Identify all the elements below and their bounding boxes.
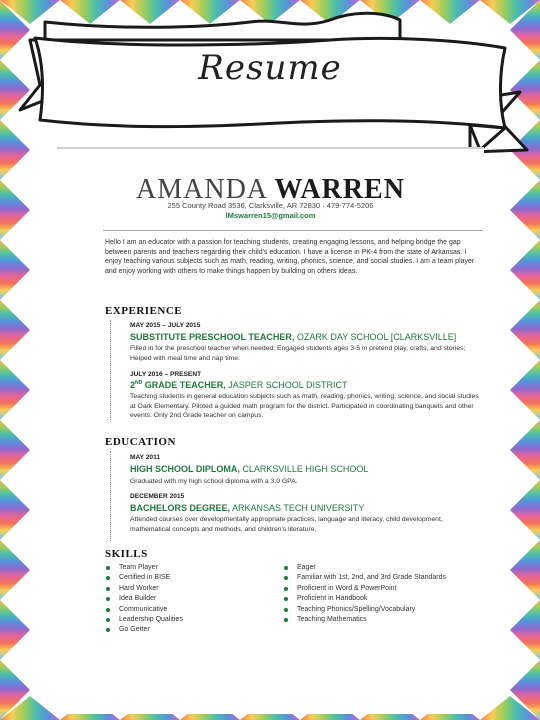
experience-description: Filled in for the preschool teacher when needed; Engaged students ages 3-5 in pretend play, crafts, and stories; Helped with meal time and nap time. [130,345,466,362]
skills-list-left [105,563,275,636]
education-degree: BACHELORS DEGREE, ARKANSAS TECH UNIVERSITY [130,503,365,513]
education-heading: EDUCATION [105,436,176,448]
skill-item: Eager [283,563,483,573]
skill-item: Teaching Phonics/Spelling/Vocabulary [283,605,483,615]
education-date: MAY 2011 [130,454,161,461]
skill-item: Certified in BISE [105,573,275,583]
last-name: WARREN [274,174,405,205]
skill-item: Go Getter [105,625,275,635]
skill-item: Proficient in Word & PowerPoint [283,584,483,594]
skill-item: Familiar with 1st, 2nd, and 3rd Grade Standards [283,573,483,583]
skill-item: Hard Worker [105,584,275,594]
skills-heading: SKILLS [105,548,148,560]
summary-paragraph: Hello I am an educator with a passion for teaching students, creating engaging lessons, and helping bridge the gap between parents and teachers regarding their child's education. I have a license in PK-4 from the state of Arkansas. I enjoy teaching various subjects such as math, reading, writing, phonics, science, and social studies. I am a team player and enjoy working with others to make things happen by building on others ideas. [105,239,475,275]
experience-heading: EXPERIENCE [105,305,183,317]
resume-page [57,147,484,714]
experience-timeline [110,320,111,420]
education-description: Graduated with my high school diploma with a 3.0 GPA. [130,478,298,485]
header-divider [103,230,483,231]
contact-info: 255 County Road 3536, Clarksville, AR 72830 · 479-774-5206 [167,201,374,210]
skill-item: Proficient in Handbook [283,594,483,604]
experience-description: Teaching students in general education subjects such as math, reading, phonics, writing, science, and social studies at Oark Elementary. Piloted a guided math program for the district. Participated in coordinating banquets and other events. Only 2nd Grade teacher on campus. [130,393,479,419]
education-date: DECEMBER 2015 [130,493,185,500]
skills-list-right [283,563,483,625]
skill-item: Idea Builder [105,594,275,604]
experience-role: SUBSTITUTE PRESCHOOL TEACHER, OZARK DAY SCHOOL [CLARKSVILLE] [130,332,457,342]
education-timeline [110,451,111,541]
skill-item: Teaching Mathematics [283,615,483,625]
email-address[interactable]: lMswarren15@gmail.com [225,211,316,220]
skill-item: Communicative [105,605,275,615]
skill-item: Leadership Qualities [105,615,275,625]
banner-title: Resume [198,48,342,88]
education-description: Attended courses over developmentally appropriate practices, language and literacy, child development, mathematical concepts and methods, and children's literature. [130,516,443,533]
education-degree: HIGH SCHOOL DIPLOMA, CLARKSVILLE HIGH SCHOOL [130,464,369,474]
experience-date: MAY 2015 – JULY 2015 [130,322,201,329]
first-name: AMANDA [136,174,267,205]
experience-date: JULY 2016 – PRESENT [130,371,202,378]
experience-role: 2ND GRADE TEACHER, JASPER SCHOOL DISTRICT [130,380,348,390]
skill-item: Team Player [105,563,275,573]
